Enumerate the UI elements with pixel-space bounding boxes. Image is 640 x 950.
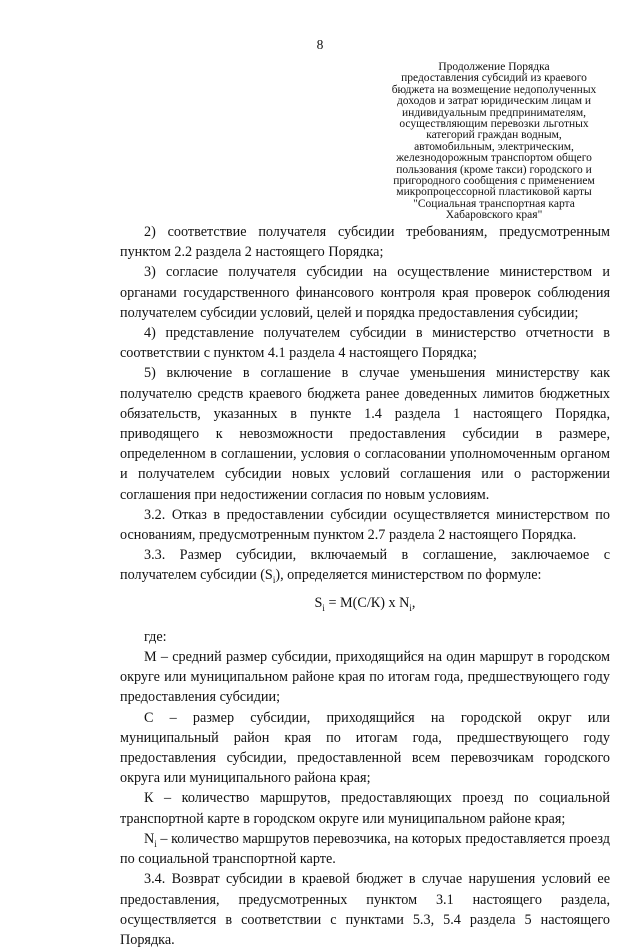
formula-n-subscript: i — [409, 602, 412, 613]
header-line: индивидуальным предпринимателям, — [402, 106, 586, 119]
definition-n-text: – количество маршрутов перевозчика, на которых предоставляется проезд по социальной транспортной карте. — [120, 830, 610, 868]
definition-n-letter: N — [144, 830, 155, 847]
paragraph-item-3: 3) согласие получателя субсидии на осуществление министерством и органами государственного финансового контроля края проверок соблюдения получателем субсидии условий, целей и порядка предоставления субсидии; — [120, 264, 610, 321]
header-line: пользования (кроме такси) городского и — [396, 163, 592, 176]
paragraph-item-2: 2) соответствие получателя субсидии требованиям, предусмотренным пунктом 2.2 раздела 2 настоящего Порядка; — [120, 224, 610, 261]
formula-s: S — [314, 594, 323, 611]
header-line: "Социальная транспортная карта — [413, 197, 575, 210]
formula-end: , — [411, 594, 416, 611]
header-line: микропроцессорной пластиковой карты — [396, 186, 592, 199]
definition-k: К – количество маршрутов, предоставляющих проезд по социальной транспортной карте в городском округе или муниципальном районе края; — [120, 790, 610, 827]
definition-c: С – размер субсидии, приходящийся на городской округ или муниципальный район края по итогам года, предшествующего году предоставления субсидии, предоставленной всем перевозчикам городского округа или муниципального района края; — [120, 709, 610, 787]
document-header-block — [378, 62, 610, 222]
document-body — [120, 222, 610, 950]
header-line: бюджета на возмещение недополученных — [391, 83, 597, 96]
formula-body: = М(С/К) x N — [324, 594, 410, 611]
header-line: предоставления субсидий из краевого — [401, 72, 587, 85]
header-line: железнодорожным транспортом общего — [396, 152, 592, 165]
definition-n — [120, 829, 610, 869]
page-number: 8 — [316, 37, 324, 52]
header-line: автомобильным, электрическим, — [414, 140, 574, 153]
paragraph-3-2: 3.2. Отказ в предоставлении субсидии осуществляется министерством по основаниям, предусмотренным пунктом 2.7 раздела 2 настоящего Порядка. — [120, 506, 610, 544]
paragraph-3-3 — [120, 545, 610, 585]
subscript-i: i — [272, 575, 276, 586]
paragraph-3-4: 3.4. Возврат субсидии в краевой бюджет в случае нарушения условий ее предоставления, предусмотренных пунктом 3.1 настоящего раздела, осуществляется в соответствии с пунктами 5.3, 5.4 раздела 5 настоящего Порядка. — [120, 871, 610, 948]
header-line: пригородного сообщения с применением — [393, 175, 595, 188]
paragraph-3-3-text-end: ), определяется министерством по формуле: — [275, 567, 542, 584]
paragraph-item-4: 4) представление получателем субсидии в министерство отчетности в соответствии с пунктом 4.1 раздела 4 настоящего Порядка; — [120, 325, 610, 362]
paragraph-item-5: 5) включение в соглашение в случае уменьшения министерству как получателю средств краевого бюджета ранее доведенных лимитов бюджетных обязательств, указанных в пункте 1.4 раздела 1 настоящего Порядка, приводящего к невозможности предоставления субсидии в размере, определенном в соглашении, условия о согласовании уполномоченным органом и получателем субсидии новых условий соглашения или о расторжении соглашения при недостижении согласия по новым условиям. — [120, 365, 610, 503]
header-line: доходов и затрат юридическим лицам и — [396, 95, 592, 108]
paragraph-3-3-text: 3.3. Размер субсидии, включаемый в соглашение, заключаемое с получателем субсидии (S — [120, 547, 610, 584]
header-line: категорий граждан водным, — [426, 129, 562, 142]
subsidy-formula — [120, 593, 610, 613]
definition-m: М – средний размер субсидии, приходящийся на один маршрут в городском округе или муниципальном районе края по итогам года, предшествующего году предоставления субсидии; — [120, 649, 610, 706]
header-line: Хабаровского края" — [445, 209, 543, 222]
header-line: осуществляющим перевозки льготных — [399, 118, 589, 131]
header-line: Продолжение Порядка — [438, 61, 550, 73]
where-label: где: — [144, 628, 167, 645]
definition-n-subscript: i — [154, 838, 157, 849]
formula-s-subscript: i — [322, 602, 325, 613]
